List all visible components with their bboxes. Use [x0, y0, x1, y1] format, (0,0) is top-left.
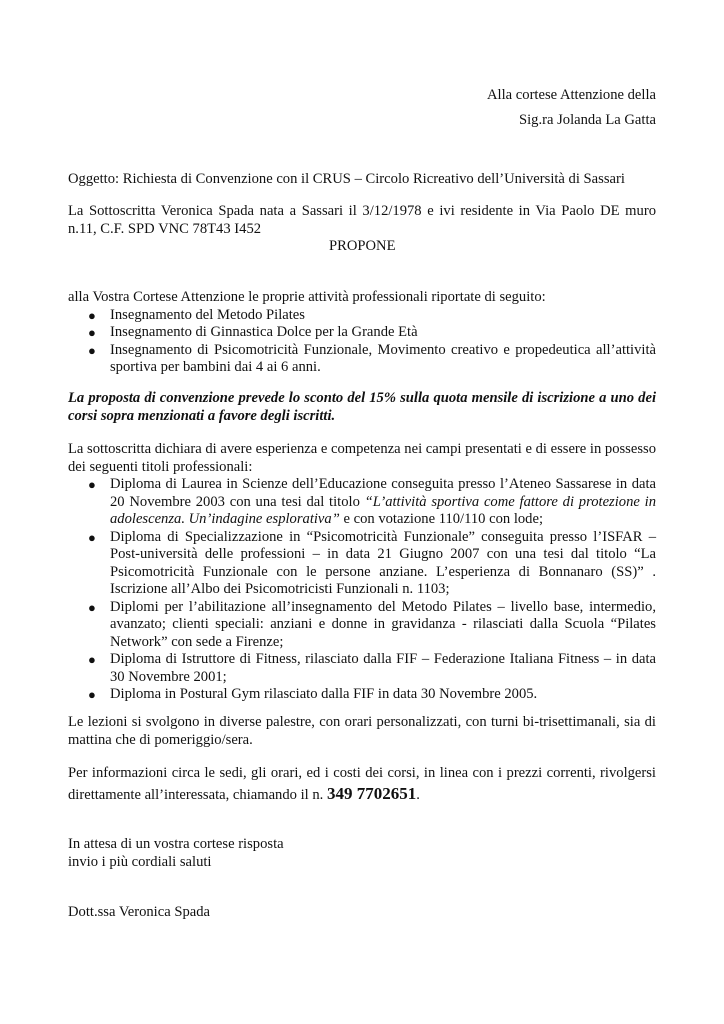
bullet-icon: ●: [88, 529, 96, 545]
propone-heading: PROPONE: [329, 238, 396, 254]
bullet-icon: ●: [88, 599, 96, 615]
closing-line-2: invio i più cordiali saluti: [68, 853, 212, 870]
recipient-block: [300, 87, 656, 129]
lessons-paragraph: Le lezioni si svolgono in diverse palestre, con orari personalizzati, con turni bi-trisettimanali, sia di mattina che di pomeriggio/sera.: [68, 714, 656, 748]
recipient-line-2: Sig.ra Jolanda La Gatta: [519, 111, 656, 128]
bullet-icon: ●: [88, 307, 96, 323]
list-item: ● Insegnamento di Psicomotricità Funzionale, Movimento creativo e propedeutica all’attività sportiva per bambini dai 4 ai 6 anni.: [88, 341, 656, 375]
bullet-icon: ●: [88, 342, 96, 358]
thesis-title: “L’attività sportiva come fattore di protezione in adolescenza. Un’indagine esplorativa”: [110, 493, 656, 527]
list-item: ● Diploma di Laurea in Scienze dell’Educazione conseguita presso l’Ateneo Sassarese in data 20 Novembre 2003 con una tesi dal titolo “L’attività sportiva come fattore di protezione in adolescenza. Un’indagine esplorativa” e con votazione 110/110 con lode;: [88, 476, 656, 527]
qualifications-section: [68, 441, 656, 704]
info-line-2: direttamente all’interessata, chiamando il n. 349 7702651.: [68, 783, 420, 803]
list-item: ● Diploma di Specializzazione in “Psicomotricità Funzionale” conseguita presso l’ISFAR – Post-università delle professioni – in data 21 Giugno 2007 con una tesi dal titolo “La Psicomotricità Funzionale con le persone anziane. L’esperienza di Bonnanaro (SS)” . Iscrizione all’Albo dei Psicomotricisti Funzionali n. 1103;: [88, 528, 656, 597]
intro-line-1: La Sottoscritta Veronica Spada nata a Sassari il 3/12/1978 e ivi residente in Via Paolo DE muro: [68, 203, 656, 219]
activities-list: [68, 307, 656, 377]
subject-line: Oggetto: Richiesta di Convenzione con il CRUS – Circolo Ricreativo dell’Università di Sassari: [68, 171, 625, 187]
qualifications-intro: La sottoscritta dichiara di avere esperienza e competenza nei campi presentati e di essere in possesso dei seguenti titoli professionali:: [68, 441, 656, 475]
phone-number: 349 7702651: [326, 783, 417, 803]
info-line-1: Per informazioni circa le sedi, gli orari, ed i costi dei corsi, in linea con i prezzi correnti, rivolgersi: [68, 765, 656, 781]
closing-block: [68, 836, 468, 871]
offer-paragraph: La proposta di convenzione prevede lo sconto del 15% sulla quota mensile di iscrizione a uno dei corsi sopra menzionati a favore degli iscritti.: [68, 390, 656, 424]
intro-line-2: n.11, C.F. SPD VNC 78T43 I452: [68, 220, 262, 237]
bullet-icon: ●: [88, 325, 96, 340]
recipient-line-1: Alla cortese Attenzione della: [487, 87, 656, 103]
info-paragraph: [68, 765, 656, 804]
list-item: ● Diploma di Istruttore di Fitness, rilasciato dalla FIF – Federazione Italiana Fitness – in data 30 Novembre 2001;: [88, 651, 656, 685]
qualifications-list: [68, 476, 656, 704]
list-item: ● Insegnamento del Metodo Pilates: [88, 306, 305, 323]
list-item: ● Insegnamento di Ginnastica Dolce per la Grande Età: [88, 324, 418, 340]
intro-paragraph: [68, 203, 656, 238]
bullet-icon: ●: [88, 652, 96, 667]
activities-intro: alla Vostra Cortese Attenzione le proprie attività professionali riportate di seguito:: [68, 289, 546, 305]
activities-section: [68, 289, 656, 377]
closing-line-1: In attesa di un vostra cortese risposta: [68, 836, 284, 852]
list-item: ● Diploma in Postural Gym rilasciato dalla FIF in data 30 Novembre 2005.: [88, 686, 538, 702]
list-item: ● Diplomi per l’abilitazione all’insegnamento del Metodo Pilates – livello base, intermedio, avanzato; clienti speciali: anziani e donne in gravidanza - rilasciati dalla Scuola “Pilates Network” con sede a Firenze;: [88, 598, 656, 650]
bullet-icon: ●: [88, 687, 96, 702]
signature: Dott.ssa Veronica Spada: [68, 904, 210, 920]
bullet-icon: ●: [88, 477, 96, 492]
